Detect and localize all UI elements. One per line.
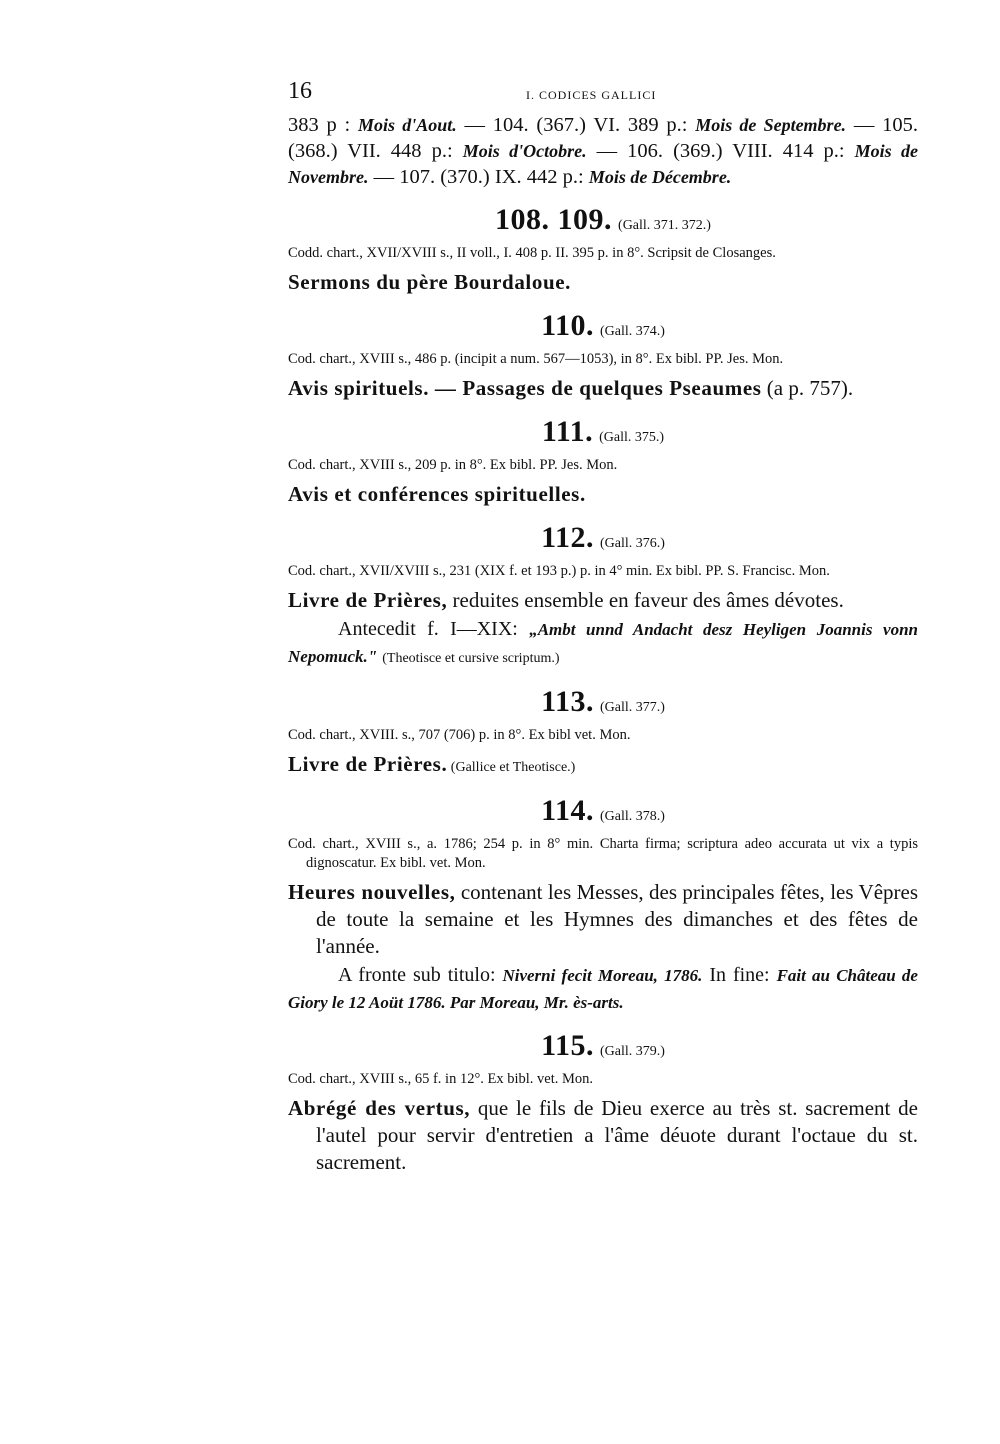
continuation-part: 383 p :	[288, 114, 359, 136]
continuation-italic: Mois de Septembre.	[695, 115, 847, 135]
entry-110	[288, 310, 918, 402]
gall-reference: (Gall. 377.)	[599, 700, 665, 715]
entry-title-rest: contenant les Messes, des principales fêtes, les Vêpres de toute la semaine et les Hymnes des dimanches et des fêtes de l'année.	[316, 880, 918, 958]
continuation-italic: Mois d'Octobre.	[462, 141, 587, 161]
entry-113	[288, 686, 918, 781]
entry-title-small: (Gallice et Theotisce.)	[447, 760, 576, 775]
entry-115	[288, 1030, 918, 1176]
continuation-italic: Mois d'Aout.	[358, 115, 457, 135]
note-italic: Fait au Château de Giory le 12 Aoüt 1786. Par Moreau, Mr. ès-arts.	[288, 966, 918, 1012]
note-part: Antecedit f. I—XIX:	[338, 618, 530, 640]
continuation-text	[288, 112, 918, 190]
entry-title-rest: que le fils de Dieu exerce au très st. sacrement de l'autel pour servir d'entretien a l'âme déuote durant l'octaue du st. sacrement.	[316, 1096, 918, 1174]
entry-108-109	[288, 204, 918, 296]
entry-number: 113.	[541, 685, 594, 718]
entry-description: Cod. chart., XVIII s., a. 1786; 254 p. in 8° min. Charta firma; scriptura adeo accurata ut vix a typis dignoscatur. Ex bibl. vet. Mon.	[288, 836, 918, 871]
continuation-part: — 107. (370.) IX. 442 p.:	[368, 166, 589, 188]
entry-description: Cod. chart., XVII/XVIII s., 231 (XIX f. et 193 p.) p. in 4° min. Ex bibl. PP. S. Francisc. Mon.	[288, 563, 830, 579]
continuation-part: — 106. (369.) VIII. 414 p.:	[586, 140, 855, 162]
entry-number: 112.	[541, 521, 594, 554]
entry-heading	[288, 310, 918, 348]
entry-number: 114.	[541, 794, 594, 827]
continuation-part: — 104. (367.) VI. 389 p.:	[456, 114, 696, 136]
entry-title-bold: Abrégé des vertus,	[288, 1096, 471, 1120]
entry-title-bold: Avis et conférences spirituelles.	[288, 482, 586, 506]
running-head: I. CODICES GALLICI	[526, 88, 657, 102]
gall-reference: (Gall. 374.)	[599, 324, 665, 339]
note-italic: „Ambt unnd Andacht desz Heyligen Joannis vonn Nepomuck."	[288, 620, 918, 666]
entry-title	[288, 1095, 918, 1176]
entry-description: Cod. chart., XVIII s., 486 p. (incipit a num. 567—1053), in 8°. Ex bibl. PP. Jes. Mon.	[288, 351, 784, 367]
entry-number: 111.	[541, 415, 594, 448]
note-italic: Niverni fecit Moreau, 1786.	[502, 966, 703, 985]
entry-heading	[288, 686, 918, 724]
entry-heading	[288, 416, 918, 454]
continuation-italic: Mois de Décembre.	[588, 167, 732, 187]
page	[288, 78, 918, 1176]
note-part: A fronte sub titulo:	[338, 964, 503, 986]
entry-114	[288, 795, 918, 1016]
entry-number: 110.	[541, 309, 594, 342]
entry-description: Codd. chart., XVII/XVIII s., II voll., I. 408 p. II. 395 p. in 8°. Scripsit de Closanges.	[288, 245, 776, 261]
entry-description: Cod. chart., XVIII s., 65 f. in 12°. Ex bibl. vet. Mon.	[288, 1071, 594, 1087]
page-header	[288, 78, 918, 112]
entry-number: 108. 109.	[495, 203, 613, 236]
entry-title	[288, 481, 918, 508]
entry-title-rest: reduites ensemble en faveur des âmes dévotes.	[447, 588, 844, 612]
gall-reference: (Gall. 375.)	[599, 430, 665, 445]
gall-reference: (Gall. 378.)	[599, 809, 665, 824]
continuation-italic: Mois de Novembre.	[288, 141, 919, 187]
entry-title	[288, 751, 918, 781]
entry-description: Cod. chart., XVIII s., 209 p. in 8°. Ex bibl. PP. Jes. Mon.	[288, 457, 618, 473]
entry-number: 115.	[541, 1029, 594, 1062]
entry-111	[288, 416, 918, 508]
entry-heading	[288, 1030, 918, 1068]
entry-heading	[288, 522, 918, 560]
gall-reference: (Gall. 376.)	[599, 536, 665, 551]
entry-description: Cod. chart., XVIII. s., 707 (706) p. in 8°. Ex bibl vet. Mon.	[288, 727, 631, 743]
continuation-part: — 105. (368.) VII. 448 p.:	[288, 114, 918, 162]
entry-title-bold: Avis spirituels. — Passages de quelques Pseaumes	[288, 376, 762, 400]
entry-title	[288, 375, 918, 402]
gall-reference: (Gall. 371. 372.)	[618, 218, 711, 233]
entry-title	[288, 587, 918, 614]
entry-note	[288, 616, 918, 672]
entry-title	[288, 269, 918, 296]
entry-title-bold: Livre de Prières.	[288, 752, 448, 776]
note-small: (Theotisce et cursive scriptum.)	[382, 651, 560, 666]
page-number: 16	[288, 78, 312, 104]
entry-title-rest: (a p. 757).	[761, 376, 854, 400]
entry-title-bold: Livre de Prières,	[288, 588, 448, 612]
note-part: In fine:	[702, 964, 777, 986]
entry-title-bold: Sermons du père Bourdaloue.	[288, 270, 572, 294]
entry-note	[288, 962, 918, 1016]
entry-heading	[288, 795, 918, 833]
gall-reference: (Gall. 379.)	[599, 1044, 665, 1059]
entry-title-bold: Heures nouvelles,	[288, 880, 456, 904]
entry-112	[288, 522, 918, 672]
entry-heading	[288, 204, 918, 242]
entry-title	[288, 879, 918, 960]
